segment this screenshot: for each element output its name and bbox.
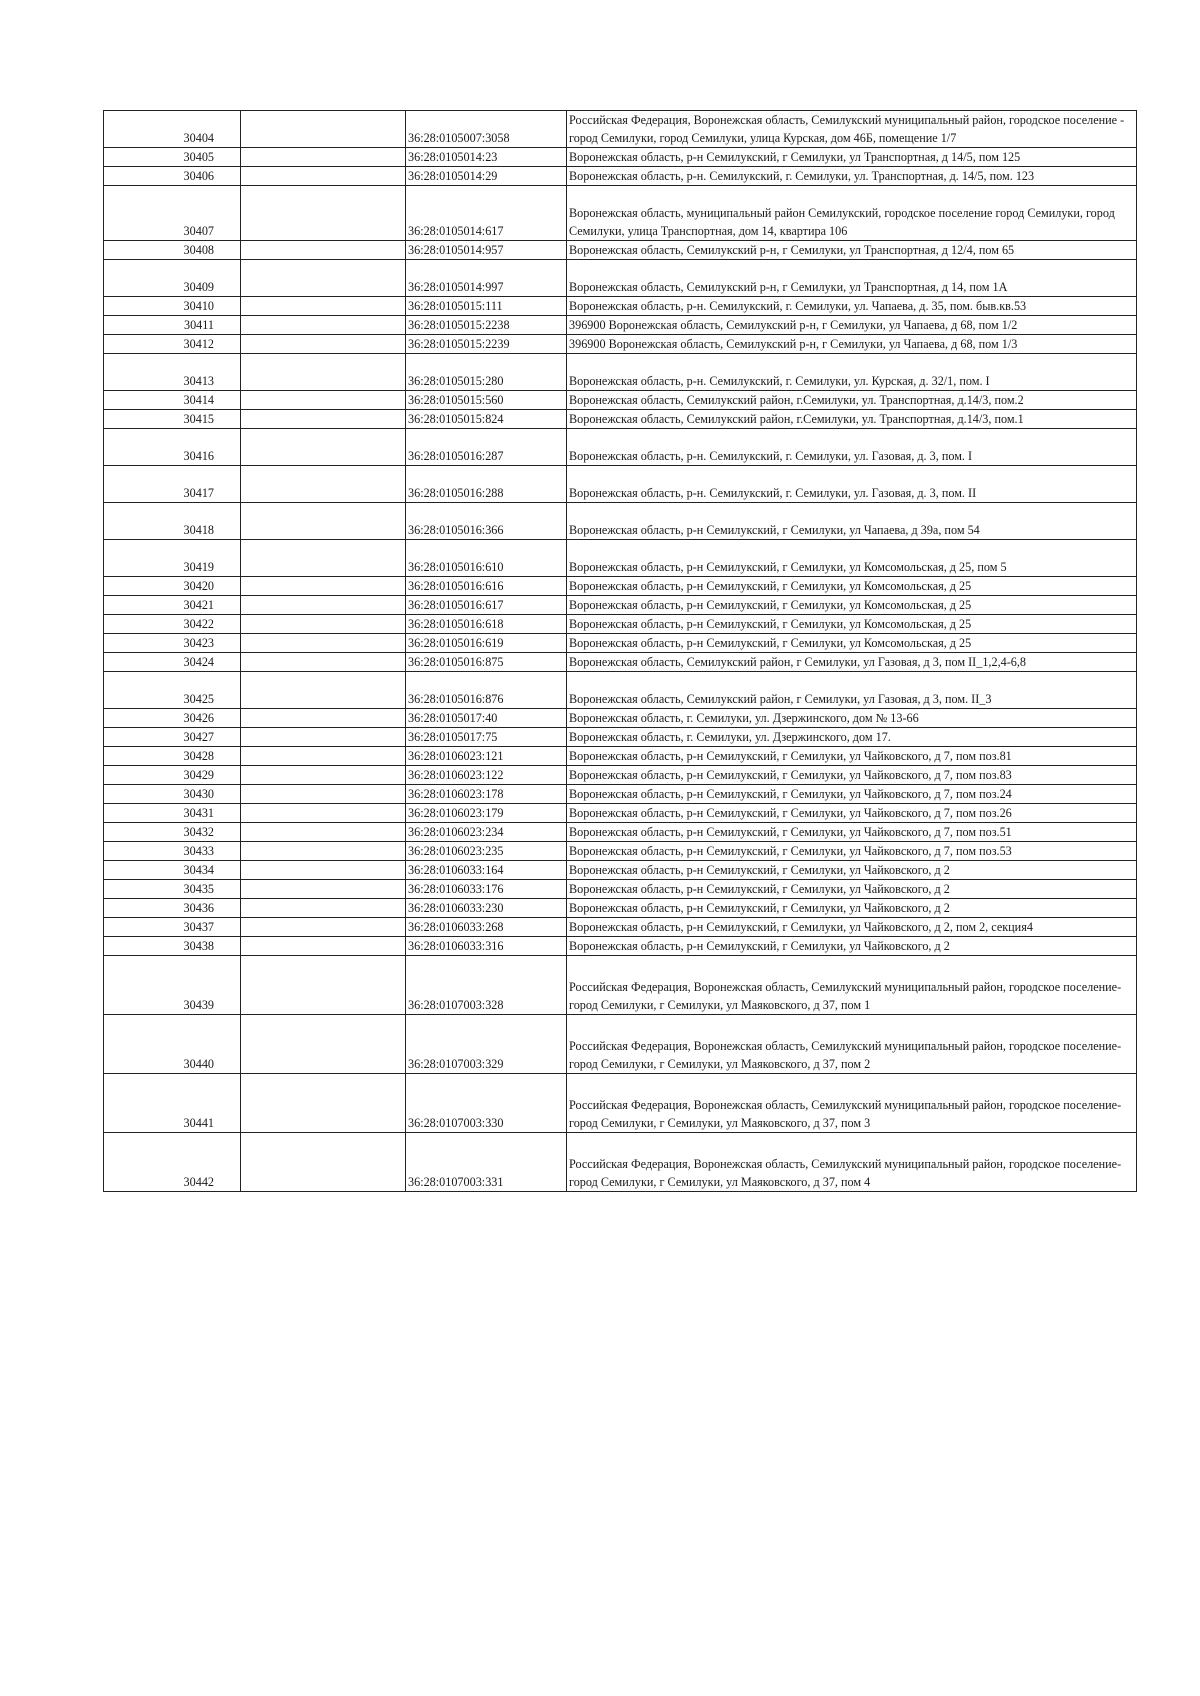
address-cell: Воронежская область, Семилукский район, г Семилуки, ул Газовая, д 3, пом. II_3 bbox=[567, 672, 1137, 709]
address-cell: Воронежская область, р-н Семилукский, г Семилуки, ул Чайковского, д 7, пом поз.24 bbox=[567, 785, 1137, 804]
empty-cell bbox=[241, 167, 406, 186]
table-row bbox=[104, 634, 1137, 653]
empty-cell bbox=[241, 241, 406, 260]
cadastral-number-cell: 36:28:0105016:876 bbox=[406, 672, 567, 709]
empty-cell bbox=[241, 842, 406, 861]
cadastral-number-cell: 36:28:0105016:617 bbox=[406, 596, 567, 615]
table-row bbox=[104, 335, 1137, 354]
table-row bbox=[104, 937, 1137, 956]
address-cell: Воронежская область, р-н Семилукский, г Семилуки, ул Чайковского, д 2 bbox=[567, 880, 1137, 899]
cadastral-number-cell: 36:28:0106023:178 bbox=[406, 785, 567, 804]
table-row bbox=[104, 466, 1137, 503]
cadastral-number-cell: 36:28:0105017:40 bbox=[406, 709, 567, 728]
address-cell: 396900 Воронежская область, Семилукский р-н, г Семилуки, ул Чапаева, д 68, пом 1/2 bbox=[567, 316, 1137, 335]
address-cell: Воронежская область, р-н Семилукский, г Семилуки, ул Чайковского, д 7, пом поз.53 bbox=[567, 842, 1137, 861]
record-number-cell: 30413 bbox=[104, 354, 241, 391]
cadastral-number-cell: 36:28:0106033:268 bbox=[406, 918, 567, 937]
record-number-cell: 30426 bbox=[104, 709, 241, 728]
record-number-cell: 30404 bbox=[104, 111, 241, 148]
cadastral-number-cell: 36:28:0105016:875 bbox=[406, 653, 567, 672]
table-row bbox=[104, 596, 1137, 615]
record-number-cell: 30430 bbox=[104, 785, 241, 804]
address-cell: Воронежская область, р-н. Семилукский, г. Семилуки, ул. Газовая, д. 3, пом. II bbox=[567, 466, 1137, 503]
table-body bbox=[104, 111, 1137, 1192]
table-row bbox=[104, 241, 1137, 260]
empty-cell bbox=[241, 956, 406, 1015]
table-row bbox=[104, 1133, 1137, 1192]
address-cell: Воронежская область, Семилукский р-н, г Семилуки, ул Транспортная, д 12/4, пом 65 bbox=[567, 241, 1137, 260]
cadastral-number-cell: 36:28:0105015:280 bbox=[406, 354, 567, 391]
table-row bbox=[104, 766, 1137, 785]
record-number-cell: 30428 bbox=[104, 747, 241, 766]
table-row bbox=[104, 186, 1137, 241]
record-number-cell: 30418 bbox=[104, 503, 241, 540]
cadastral-number-cell: 36:28:0105016:610 bbox=[406, 540, 567, 577]
empty-cell bbox=[241, 1133, 406, 1192]
empty-cell bbox=[241, 1074, 406, 1133]
cadastral-number-cell: 36:28:0105016:618 bbox=[406, 615, 567, 634]
table-row bbox=[104, 316, 1137, 335]
address-cell: Воронежская область, муниципальный район Семилукский, городское поселение город Семилуки, город Семилуки, улица Транспортная, дом 14, квартира 106 bbox=[567, 186, 1137, 241]
record-number-cell: 30433 bbox=[104, 842, 241, 861]
table-row bbox=[104, 1015, 1137, 1074]
cadastral-number-cell: 36:28:0105017:75 bbox=[406, 728, 567, 747]
cadastral-number-cell: 36:28:0107003:328 bbox=[406, 956, 567, 1015]
table-row bbox=[104, 503, 1137, 540]
empty-cell bbox=[241, 918, 406, 937]
cadastral-number-cell: 36:28:0105015:2239 bbox=[406, 335, 567, 354]
address-cell: Воронежская область, р-н Семилукский, г Семилуки, ул Комсомольская, д 25 bbox=[567, 577, 1137, 596]
table-row bbox=[104, 956, 1137, 1015]
cadastral-number-cell: 36:28:0106023:234 bbox=[406, 823, 567, 842]
cadastral-number-cell: 36:28:0106023:179 bbox=[406, 804, 567, 823]
empty-cell bbox=[241, 937, 406, 956]
record-number-cell: 30421 bbox=[104, 596, 241, 615]
empty-cell bbox=[241, 653, 406, 672]
address-cell: Воронежская область, р-н. Семилукский, г. Семилуки, ул. Газовая, д. 3, пом. I bbox=[567, 429, 1137, 466]
record-number-cell: 30424 bbox=[104, 653, 241, 672]
empty-cell bbox=[241, 1015, 406, 1074]
record-number-cell: 30408 bbox=[104, 241, 241, 260]
empty-cell bbox=[241, 577, 406, 596]
record-number-cell: 30432 bbox=[104, 823, 241, 842]
record-number-cell: 30440 bbox=[104, 1015, 241, 1074]
record-number-cell: 30411 bbox=[104, 316, 241, 335]
address-cell: Воронежская область, г. Семилуки, ул. Дзержинского, дом 17. bbox=[567, 728, 1137, 747]
record-number-cell: 30407 bbox=[104, 186, 241, 241]
record-number-cell: 30431 bbox=[104, 804, 241, 823]
empty-cell bbox=[241, 804, 406, 823]
table-row bbox=[104, 410, 1137, 429]
cadastral-number-cell: 36:28:0106033:164 bbox=[406, 861, 567, 880]
cadastral-number-cell: 36:28:0107003:329 bbox=[406, 1015, 567, 1074]
record-number-cell: 30412 bbox=[104, 335, 241, 354]
record-number-cell: 30419 bbox=[104, 540, 241, 577]
table-row bbox=[104, 842, 1137, 861]
address-cell: Воронежская область, р-н Семилукский, г Семилуки, ул Чайковского, д 7, пом поз.81 bbox=[567, 747, 1137, 766]
empty-cell bbox=[241, 634, 406, 653]
empty-cell bbox=[241, 316, 406, 335]
address-cell: Воронежская область, р-н Семилукский, г Семилуки, ул Комсомольская, д 25, пом 5 bbox=[567, 540, 1137, 577]
empty-cell bbox=[241, 709, 406, 728]
table-row bbox=[104, 429, 1137, 466]
cadastral-number-cell: 36:28:0105016:366 bbox=[406, 503, 567, 540]
cadastral-number-cell: 36:28:0105014:617 bbox=[406, 186, 567, 241]
address-cell: Воронежская область, р-н Семилукский, г Семилуки, ул Чайковского, д 2 bbox=[567, 899, 1137, 918]
table-row bbox=[104, 391, 1137, 410]
address-cell: Воронежская область, г. Семилуки, ул. Дзержинского, дом № 13-66 bbox=[567, 709, 1137, 728]
cadastral-number-cell: 36:28:0106033:176 bbox=[406, 880, 567, 899]
record-number-cell: 30439 bbox=[104, 956, 241, 1015]
table-row bbox=[104, 653, 1137, 672]
cadastral-number-cell: 36:28:0105016:287 bbox=[406, 429, 567, 466]
property-table bbox=[103, 110, 1137, 1192]
empty-cell bbox=[241, 899, 406, 918]
table-row bbox=[104, 1074, 1137, 1133]
table-row bbox=[104, 672, 1137, 709]
record-number-cell: 30434 bbox=[104, 861, 241, 880]
empty-cell bbox=[241, 466, 406, 503]
empty-cell bbox=[241, 596, 406, 615]
address-cell: Воронежская область, Семилукский район, г.Семилуки, ул. Транспортная, д.14/3, пом.2 bbox=[567, 391, 1137, 410]
cadastral-number-cell: 36:28:0106023:121 bbox=[406, 747, 567, 766]
document-page bbox=[103, 110, 1125, 1192]
cadastral-number-cell: 36:28:0105015:824 bbox=[406, 410, 567, 429]
table-row bbox=[104, 540, 1137, 577]
address-cell: Воронежская область, р-н Семилукский, г Семилуки, ул Комсомольская, д 25 bbox=[567, 634, 1137, 653]
address-cell: Воронежская область, Семилукский район, г Семилуки, ул Газовая, д 3, пом II_1,2,4-6,8 bbox=[567, 653, 1137, 672]
address-cell: 396900 Воронежская область, Семилукский р-н, г Семилуки, ул Чапаева, д 68, пом 1/3 bbox=[567, 335, 1137, 354]
record-number-cell: 30417 bbox=[104, 466, 241, 503]
table-row bbox=[104, 297, 1137, 316]
record-number-cell: 30437 bbox=[104, 918, 241, 937]
address-cell: Воронежская область, р-н Семилукский, г Семилуки, ул Чайковского, д 2, пом 2, секция4 bbox=[567, 918, 1137, 937]
table-row bbox=[104, 880, 1137, 899]
address-cell: Воронежская область, Семилукский р-н, г Семилуки, ул Транспортная, д 14, пом 1А bbox=[567, 260, 1137, 297]
empty-cell bbox=[241, 335, 406, 354]
table-row bbox=[104, 861, 1137, 880]
table-row bbox=[104, 728, 1137, 747]
address-cell: Воронежская область, р-н. Семилукский, г. Семилуки, ул. Транспортная, д. 14/5, пом. 123 bbox=[567, 167, 1137, 186]
table-row bbox=[104, 823, 1137, 842]
empty-cell bbox=[241, 540, 406, 577]
cadastral-number-cell: 36:28:0105015:560 bbox=[406, 391, 567, 410]
table-row bbox=[104, 709, 1137, 728]
record-number-cell: 30406 bbox=[104, 167, 241, 186]
empty-cell bbox=[241, 429, 406, 466]
cadastral-number-cell: 36:28:0107003:331 bbox=[406, 1133, 567, 1192]
empty-cell bbox=[241, 615, 406, 634]
empty-cell bbox=[241, 728, 406, 747]
cadastral-number-cell: 36:28:0105016:616 bbox=[406, 577, 567, 596]
record-number-cell: 30409 bbox=[104, 260, 241, 297]
address-cell: Воронежская область, р-н. Семилукский, г. Семилуки, ул. Чапаева, д. 35, пом. быв.кв.53 bbox=[567, 297, 1137, 316]
address-cell: Российская Федерация, Воронежская область, Семилукский муниципальный район, городское поселение - город Семилуки, город Семилуки, улица Курская, дом 46Б, помещение 1/7 bbox=[567, 111, 1137, 148]
empty-cell bbox=[241, 391, 406, 410]
record-number-cell: 30415 bbox=[104, 410, 241, 429]
record-number-cell: 30422 bbox=[104, 615, 241, 634]
cadastral-number-cell: 36:28:0105014:29 bbox=[406, 167, 567, 186]
table-row bbox=[104, 167, 1137, 186]
empty-cell bbox=[241, 823, 406, 842]
address-cell: Российская Федерация, Воронежская область, Семилукский муниципальный район, городское поселение-город Семилуки, г Семилуки, ул Маяковского, д 37, пом 2 bbox=[567, 1015, 1137, 1074]
table-row bbox=[104, 804, 1137, 823]
empty-cell bbox=[241, 861, 406, 880]
record-number-cell: 30410 bbox=[104, 297, 241, 316]
table-row bbox=[104, 785, 1137, 804]
record-number-cell: 30438 bbox=[104, 937, 241, 956]
cadastral-number-cell: 36:28:0106023:122 bbox=[406, 766, 567, 785]
record-number-cell: 30416 bbox=[104, 429, 241, 466]
record-number-cell: 30441 bbox=[104, 1074, 241, 1133]
cadastral-number-cell: 36:28:0105014:997 bbox=[406, 260, 567, 297]
table-row bbox=[104, 615, 1137, 634]
table-row bbox=[104, 354, 1137, 391]
address-cell: Воронежская область, р-н Семилукский, г Семилуки, ул Чайковского, д 2 bbox=[567, 937, 1137, 956]
empty-cell bbox=[241, 297, 406, 316]
empty-cell bbox=[241, 260, 406, 297]
table-row bbox=[104, 111, 1137, 148]
empty-cell bbox=[241, 354, 406, 391]
empty-cell bbox=[241, 785, 406, 804]
cadastral-number-cell: 36:28:0105015:111 bbox=[406, 297, 567, 316]
empty-cell bbox=[241, 503, 406, 540]
cadastral-number-cell: 36:28:0105014:957 bbox=[406, 241, 567, 260]
table-row bbox=[104, 577, 1137, 596]
address-cell: Воронежская область, р-н Семилукский, г Семилуки, ул Чайковского, д 7, пом поз.51 bbox=[567, 823, 1137, 842]
address-cell: Российская Федерация, Воронежская область, Семилукский муниципальный район, городское поселение-город Семилуки, г Семилуки, ул Маяковского, д 37, пом 1 bbox=[567, 956, 1137, 1015]
cadastral-number-cell: 36:28:0107003:330 bbox=[406, 1074, 567, 1133]
table-row bbox=[104, 747, 1137, 766]
empty-cell bbox=[241, 766, 406, 785]
cadastral-number-cell: 36:28:0105016:288 bbox=[406, 466, 567, 503]
empty-cell bbox=[241, 148, 406, 167]
address-cell: Воронежская область, р-н Семилукский, г Семилуки, ул Чайковского, д 2 bbox=[567, 861, 1137, 880]
address-cell: Воронежская область, р-н Семилукский, г Семилуки, ул Комсомольская, д 25 bbox=[567, 596, 1137, 615]
record-number-cell: 30429 bbox=[104, 766, 241, 785]
cadastral-number-cell: 36:28:0106033:316 bbox=[406, 937, 567, 956]
cadastral-number-cell: 36:28:0105007:3058 bbox=[406, 111, 567, 148]
cadastral-number-cell: 36:28:0105014:23 bbox=[406, 148, 567, 167]
table-row bbox=[104, 260, 1137, 297]
table-row bbox=[104, 918, 1137, 937]
record-number-cell: 30423 bbox=[104, 634, 241, 653]
record-number-cell: 30425 bbox=[104, 672, 241, 709]
empty-cell bbox=[241, 880, 406, 899]
empty-cell bbox=[241, 747, 406, 766]
address-cell: Воронежская область, р-н. Семилукский, г. Семилуки, ул. Курская, д. 32/1, пом. I bbox=[567, 354, 1137, 391]
record-number-cell: 30420 bbox=[104, 577, 241, 596]
cadastral-number-cell: 36:28:0105016:619 bbox=[406, 634, 567, 653]
record-number-cell: 30427 bbox=[104, 728, 241, 747]
empty-cell bbox=[241, 111, 406, 148]
cadastral-number-cell: 36:28:0106023:235 bbox=[406, 842, 567, 861]
empty-cell bbox=[241, 410, 406, 429]
address-cell: Воронежская область, р-н Семилукский, г Семилуки, ул Чапаева, д 39а, пом 54 bbox=[567, 503, 1137, 540]
address-cell: Воронежская область, р-н Семилукский, г Семилуки, ул Чайковского, д 7, пом поз.26 bbox=[567, 804, 1137, 823]
empty-cell bbox=[241, 186, 406, 241]
empty-cell bbox=[241, 672, 406, 709]
record-number-cell: 30435 bbox=[104, 880, 241, 899]
record-number-cell: 30414 bbox=[104, 391, 241, 410]
cadastral-number-cell: 36:28:0105015:2238 bbox=[406, 316, 567, 335]
address-cell: Воронежская область, Семилукский район, г.Семилуки, ул. Транспортная, д.14/3, пом.1 bbox=[567, 410, 1137, 429]
address-cell: Российская Федерация, Воронежская область, Семилукский муниципальный район, городское поселение-город Семилуки, г Семилуки, ул Маяковского, д 37, пом 3 bbox=[567, 1074, 1137, 1133]
address-cell: Воронежская область, р-н Семилукский, г Семилуки, ул Комсомольская, д 25 bbox=[567, 615, 1137, 634]
record-number-cell: 30442 bbox=[104, 1133, 241, 1192]
table-row bbox=[104, 899, 1137, 918]
record-number-cell: 30405 bbox=[104, 148, 241, 167]
address-cell: Российская Федерация, Воронежская область, Семилукский муниципальный район, городское поселение-город Семилуки, г Семилуки, ул Маяковского, д 37, пом 4 bbox=[567, 1133, 1137, 1192]
cadastral-number-cell: 36:28:0106033:230 bbox=[406, 899, 567, 918]
address-cell: Воронежская область, р-н Семилукский, г Семилуки, ул Транспортная, д 14/5, пом 125 bbox=[567, 148, 1137, 167]
record-number-cell: 30436 bbox=[104, 899, 241, 918]
table-row bbox=[104, 148, 1137, 167]
address-cell: Воронежская область, р-н Семилукский, г Семилуки, ул Чайковского, д 7, пом поз.83 bbox=[567, 766, 1137, 785]
